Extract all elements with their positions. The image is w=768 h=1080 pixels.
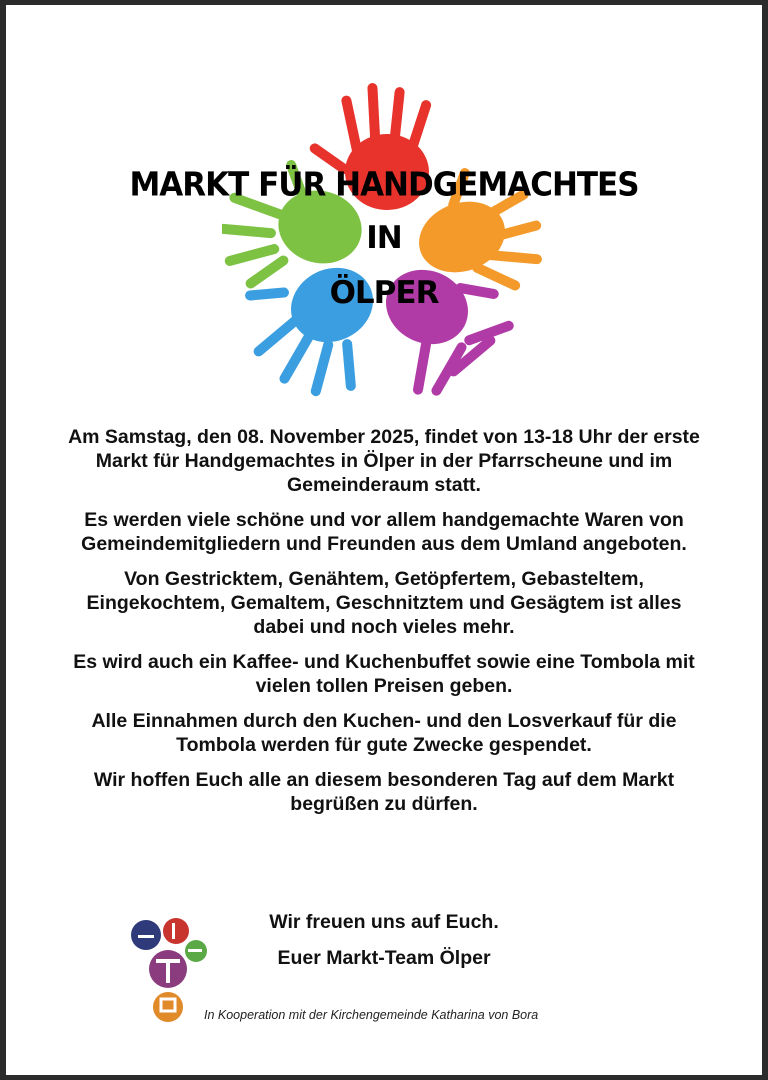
closing-signature: Euer Markt-Team Ölper — [277, 947, 491, 969]
announcement-text — [66, 425, 702, 827]
title-line-2: IN — [366, 220, 402, 256]
paragraph-donations: Alle Einnahmen durch den Kuchen- und den Losverkauf für die Tombola werden für gute Zwecke gespendet. — [91, 710, 677, 756]
title-line-3: ÖLPER — [329, 275, 439, 311]
closing-greeting: Wir freuen uns auf Euch. — [269, 911, 499, 933]
paragraph-invitation: Wir hoffen Euch alle an diesem besonderen Tag auf dem Markt begrüßen zu dürfen. — [93, 769, 675, 815]
paragraph-goods: Es werden viele schöne und vor allem handgemachte Waren von Gemeindemitgliedern und Freunden aus dem Umland angeboten. — [81, 509, 687, 555]
paragraph-cafe: Es wird auch ein Kaffee- und Kuchenbuffet sowie eine Tombola mit vielen tollen Preisen geben. — [73, 651, 695, 697]
paragraph-date: Am Samstag, den 08. November 2025, findet von 13-18 Uhr der erste Markt für Handgemachtes in Ölper in der Pfarrscheune und im Gemeinderaum statt. — [68, 426, 700, 496]
paragraph-items: Von Gestricktem, Genähtem, Getöpfertem, Gebasteltem, Eingekochtem, Gemaltem, Geschnitztem und Gesägtem ist alles dabei und noch vieles mehr. — [86, 568, 682, 638]
flyer-page — [6, 5, 762, 1075]
title-line-1: MARKT FÜR HANDGEMACHTES — [129, 166, 639, 204]
cooperation-note: In Kooperation mit der Kirchengemeinde Katharina von Bora — [204, 1008, 539, 1022]
